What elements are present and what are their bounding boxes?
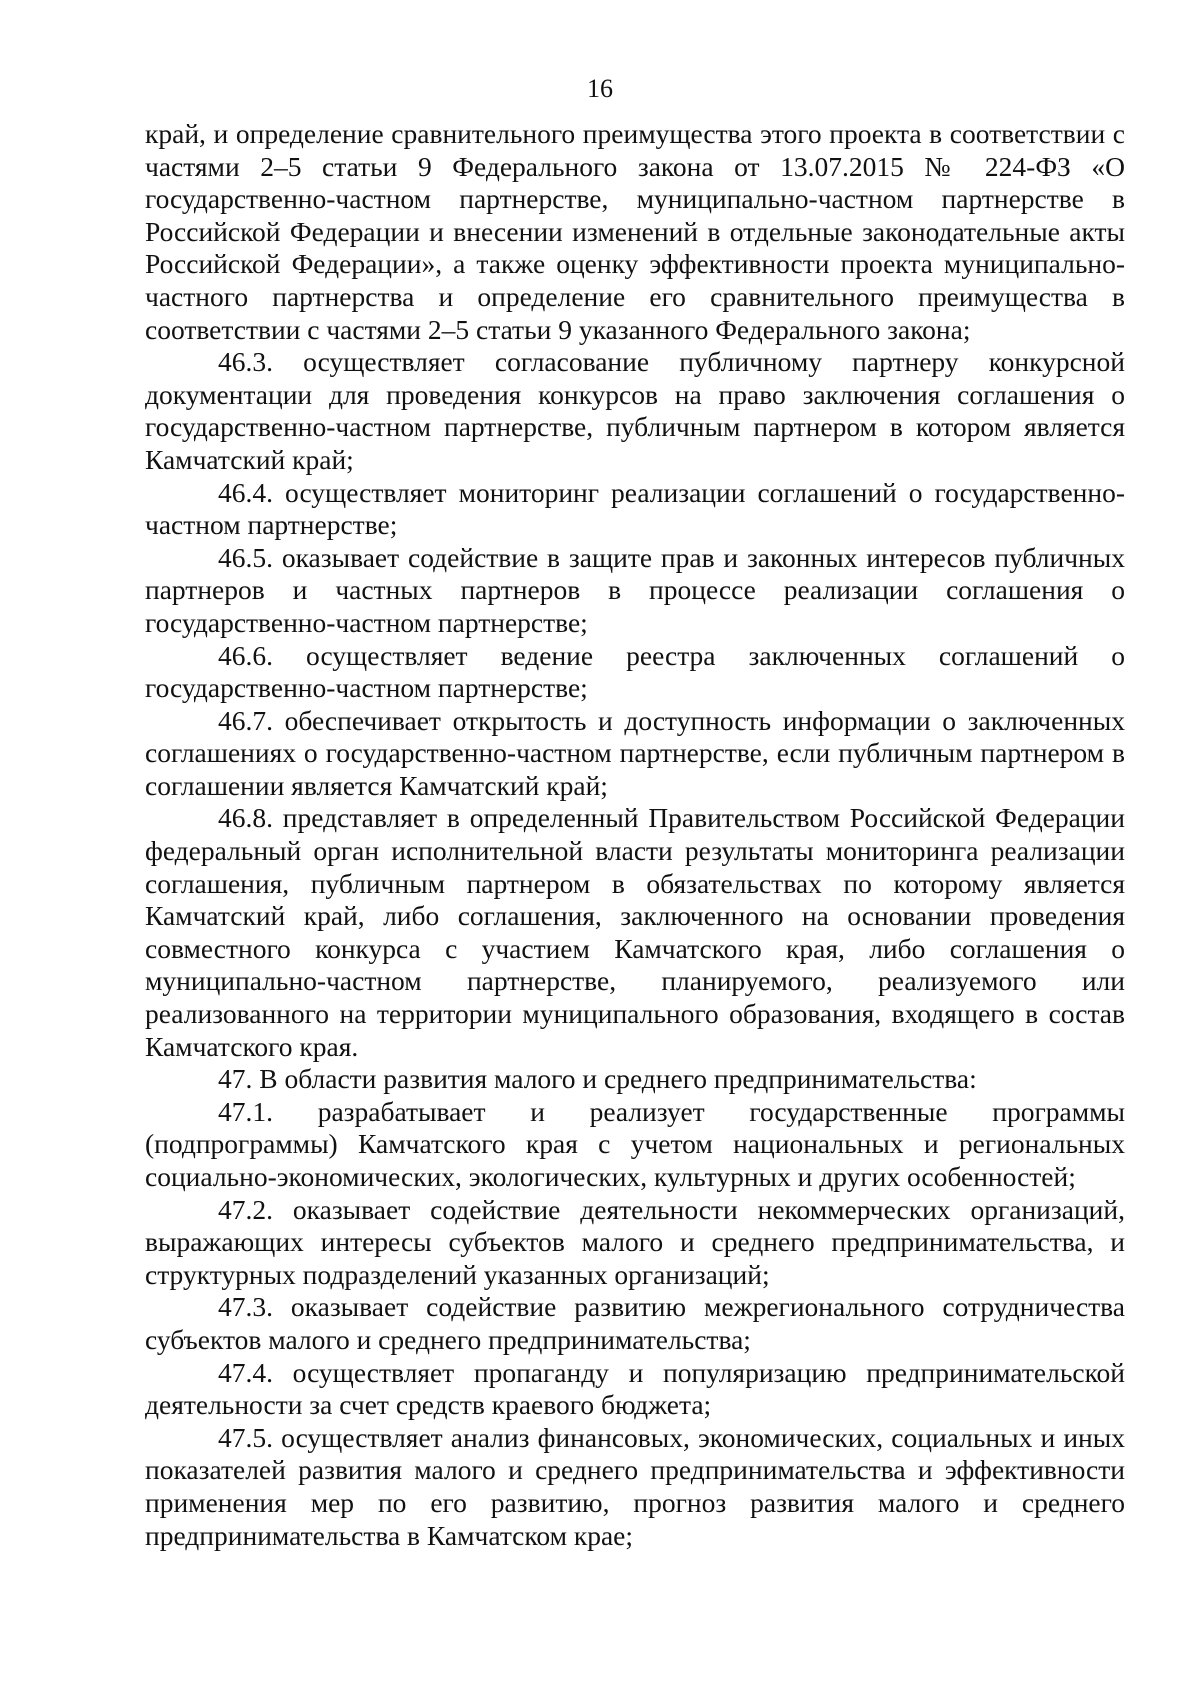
- paragraph-47-3: 47.3. оказывает содействие развитию межрегионального сотрудничества субъектов малого и среднего предпринимательства;: [145, 1291, 1125, 1355]
- paragraph-continuation: край, и определение сравнительного преимущества этого проекта в соответствии с частями 2–5 статьи 9 Федерального закона от 13.07.2015 № 224-ФЗ «О государственно-частном партнерстве, муниципально-частном партнерстве в Российской Федерации и внесении изменений в отдельные законодательные акты Российской Федерации», а также оценку эффективности проекта муниципально-частного партнерства и определение его сравнительного преимущества в соответствии с частями 2–5 статьи 9 указанного Федерального закона;: [145, 118, 1125, 345]
- page-number: 16: [587, 74, 613, 103]
- paragraph-46-3: 46.3. осуществляет согласование публичному партнеру конкурсной документации для проведения конкурсов на право заключения соглашения о государственно-частном партнерстве, публичным партнером в котором является Камчатский край;: [145, 346, 1125, 475]
- paragraph-46-4: 46.4. осуществляет мониторинг реализации соглашений о государственно-частном партнерстве;: [145, 476, 1125, 541]
- document-body: [145, 118, 1125, 1552]
- paragraph-47-4: 47.4. осуществляет пропаганду и популяризацию предпринимательской деятельности за счет средств краевого бюджета;: [145, 1356, 1125, 1421]
- paragraph-47-5: 47.5. осуществляет анализ финансовых, экономических, социальных и иных показателей развития малого и среднего предпринимательства и эффективности применения мер по его развитию, прогноз развития малого и среднего предпринимательства в Камчатском крае;: [145, 1421, 1125, 1551]
- paragraph-46-7: 46.7. обеспечивает открытость и доступность информации о заключенных соглашениях о государственно-частном партнерстве, если публичным партнером в соглашении является Камчатский край;: [145, 704, 1125, 801]
- paragraph-47-2: 47.2. оказывает содействие деятельности некоммерческих организаций, выражающих интересы субъектов малого и среднего предпринимательства, и структурных подразделений указанных организаций;: [145, 1193, 1125, 1290]
- paragraph-47-1: 47.1. разрабатывает и реализует государственные программы (подпрограммы) Камчатского края с учетом национальных и региональных социально-экономических, экологических, культурных и других особенностей;: [145, 1095, 1125, 1192]
- paragraph-47-heading: 47. В области развития малого и среднего предпринимательства:: [218, 1063, 977, 1095]
- paragraph-46-8: 46.8. представляет в определенный Правительством Российской Федерации федеральный орган исполнительной власти результаты мониторинга реализации соглашения, публичным партнером в обязательствах по которому является Камчатский край, либо соглашения, заключенного на основании проведения совместного конкурса с участием Камчатского края, либо соглашения о муниципально-частном партнерстве, планируемого, реализуемого или реализованного на территории муниципального образования, входящего в состав Камчатского края.: [145, 802, 1125, 1062]
- paragraph-46-6: 46.6. осуществляет ведение реестра заключенных соглашений о государственно-частном партнерстве;: [145, 639, 1125, 704]
- paragraph-46-5: 46.5. оказывает содействие в защите прав и законных интересов публичных партнеров и частных партнеров в процессе реализации соглашения о государственно-частном партнерстве;: [145, 541, 1125, 638]
